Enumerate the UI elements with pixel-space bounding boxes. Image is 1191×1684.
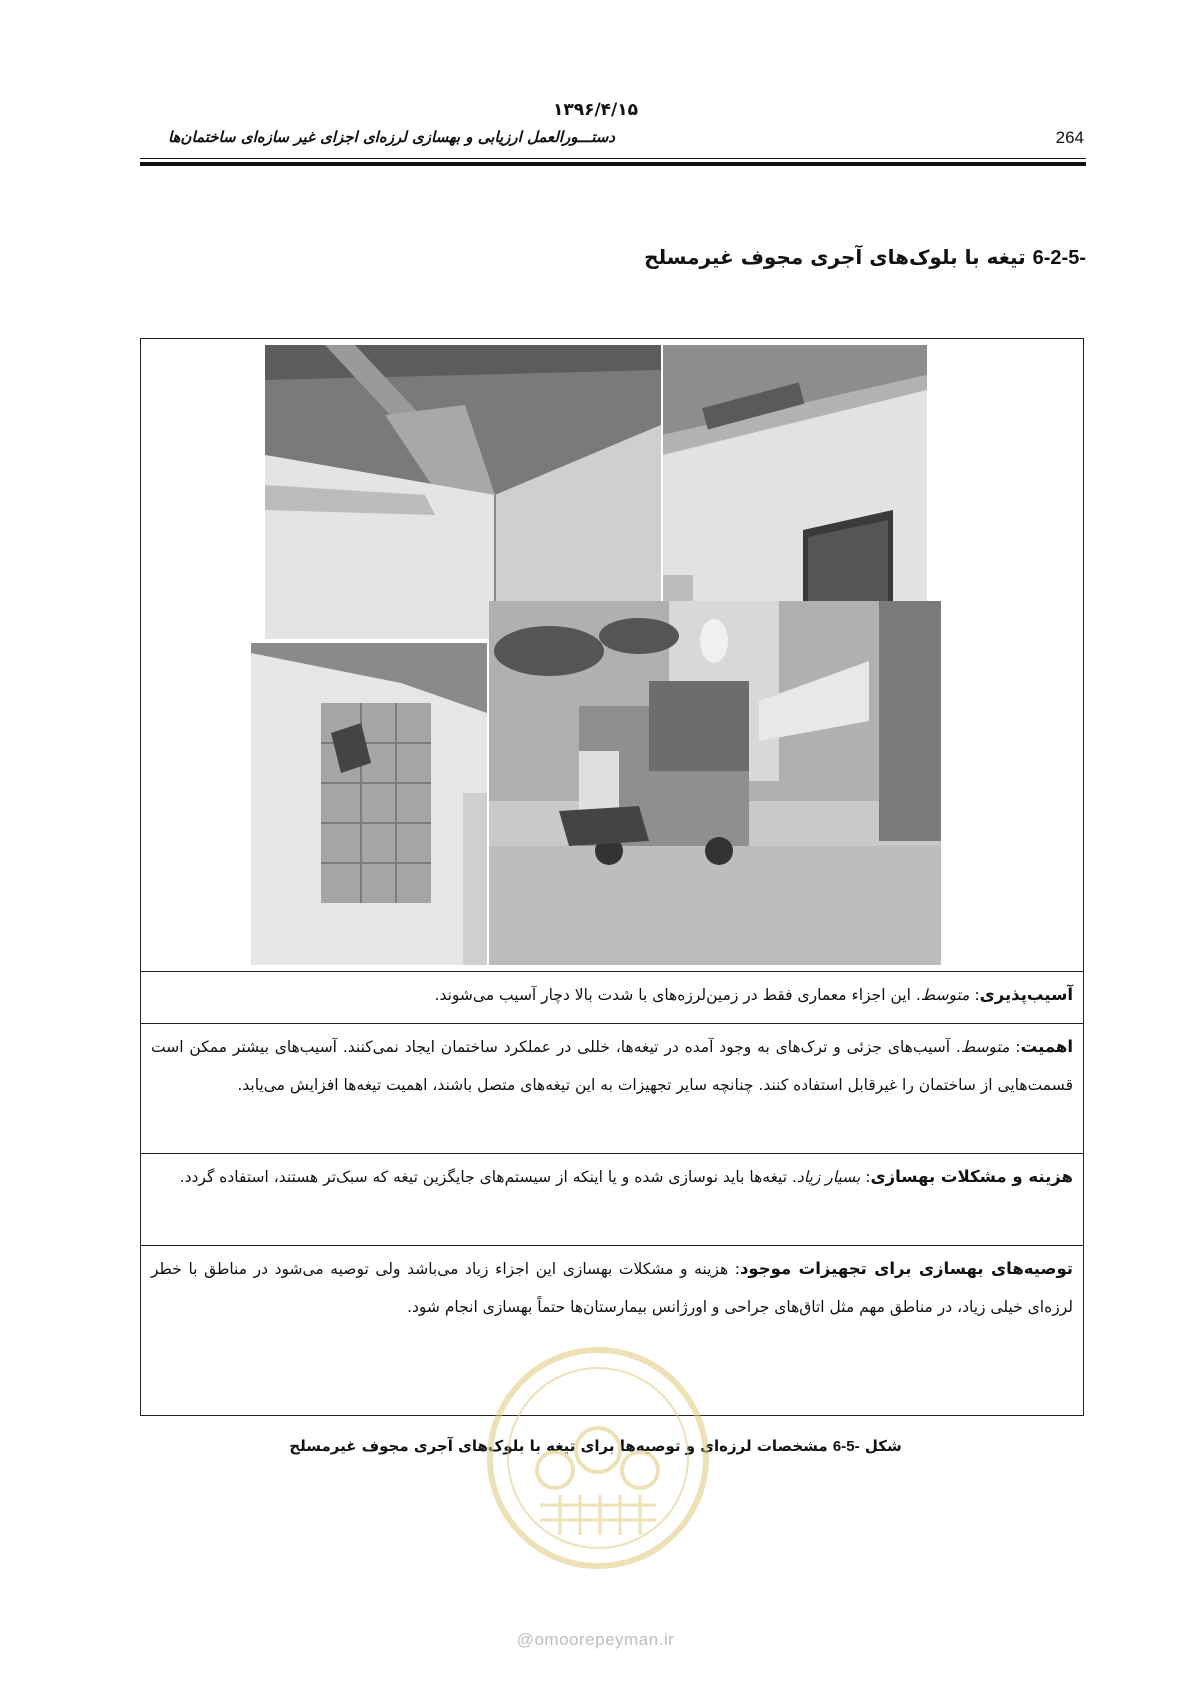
- watermark-text: @omoorepeyman.ir: [516, 1630, 675, 1649]
- recommendation-text: هزینه و مشکلات بهسازی این اجزاء زیاد می‌باشد ولی توصیه می‌شود در مناطق با خطر لرزه‌ای خیلی زیاد، در مناطق مهم مثل اتاق‌های جراحی و اورژانس بیمارستان‌ها حتماً بهسازی انجام شود.: [151, 1260, 1073, 1316]
- caption-number: 6-5-: [832, 1438, 860, 1455]
- importance-text: . آسیب‌های جزئی و ترک‌های به وجود آمده در تیغه‌ها، خللی در عملکرد ساختمان ایجاد نمی‌کنند. آسیب‌های بیشتر ممکن است قسمت‌هایی از ساختمان را غیرقابل استفاده کنند. چنانچه سایر تجهیزات به این تیغه‌های متصل باشند، اهمیت تیغه‌ها افزایش می‌یابد.: [151, 1038, 1073, 1094]
- header-date: ۱۳۹۶/۴/۱۵: [552, 100, 639, 120]
- importance-level: متوسط: [960, 1038, 1010, 1056]
- vulnerability-text: . این اجزاء معماری فقط در زمین‌لرزه‌های با شدت بالا دچار آسیب می‌شوند.: [434, 986, 921, 1004]
- header-rule-thick: [140, 162, 1086, 166]
- watermark-logo: [480, 1340, 716, 1576]
- caption-prefix: شکل: [864, 1437, 902, 1455]
- row-recommendations: توصیه‌های بهسازی برای تجهیزات موجود: هزینه و مشکلات بهسازی این اجزاء زیاد می‌باشد ولی توصیه می‌شود در مناطق با خطر لرزه‌ای خیلی زیاد، در مناطق مهم مثل اتاق‌های جراحی و اورژانس بیمارستان‌ها حتماً بهسازی انجام شود.: [151, 1259, 1073, 1316]
- section-title: تیغه با بلوک‌های آجری مجوف غیرمسلح: [644, 245, 1026, 269]
- cost-label: هزینه و مشکلات بهسازی: [870, 1167, 1073, 1186]
- section-number: 6-2-5-: [1032, 247, 1086, 269]
- cost-text: . تیغه‌ها باید نوسازی شده و یا اینکه از سیستم‌های جایگزین تیغه که سبک‌تر هستند، استفاده گردد.: [179, 1168, 797, 1186]
- importance-label: اهمیت: [1020, 1037, 1073, 1056]
- vulnerability-label: آسیب‌پذیری: [979, 985, 1073, 1004]
- photo-wall-exposed-blocks: [251, 643, 487, 965]
- photo-damaged-ceiling-corner: [265, 345, 661, 639]
- vulnerability-level: متوسط: [920, 986, 970, 1004]
- photo-ceiling-duct-opening: [663, 345, 927, 639]
- row-retrofit-cost: هزینه و مشکلات بهسازی: بسیار زیاد. تیغه‌ها باید نوسازی شده و یا اینکه از سیستم‌های جایگزین تیغه که سبک‌تر هستند، استفاده گردد.: [141, 1154, 1083, 1246]
- photo-grid: [141, 339, 1083, 972]
- recommendation-label: توصیه‌های بهسازی برای تجهیزات موجود: [739, 1259, 1073, 1278]
- photo-courtyard-truck: [489, 601, 941, 965]
- caption-text: مشخصات لرزه‌ای و توصیه‌ها برای تیغه با بلوک‌های آجری مجوف غیرمسلح: [289, 1437, 828, 1455]
- figure-table: [140, 338, 1084, 1416]
- cost-level: بسیار زیاد: [796, 1168, 861, 1186]
- header-rule: [140, 158, 1086, 159]
- header-title: دستـــورالعمل ارزیابی و بهسازی لرزه‌ای اجزای غیر سازه‌ای ساختمان‌ها: [167, 128, 615, 146]
- section-heading: [644, 245, 1086, 270]
- page-number: 264: [1055, 128, 1084, 147]
- row-vulnerability: آسیب‌پذیری: متوسط. این اجزاء معماری فقط در زمین‌لرزه‌های با شدت بالا دچار آسیب می‌شوند.: [141, 972, 1083, 1024]
- row-importance: اهمیت: متوسط. آسیب‌های جزئی و ترک‌های به وجود آمده در تیغه‌ها، خللی در عملکرد ساختمان ایجاد نمی‌کنند. آسیب‌های بیشتر ممکن است قسمت‌هایی از ساختمان را غیرقابل استفاده کنند. چنانچه سایر تجهیزات به این تیغه‌های متصل باشند، اهمیت تیغه‌ها افزایش می‌یابد.: [141, 1024, 1083, 1154]
